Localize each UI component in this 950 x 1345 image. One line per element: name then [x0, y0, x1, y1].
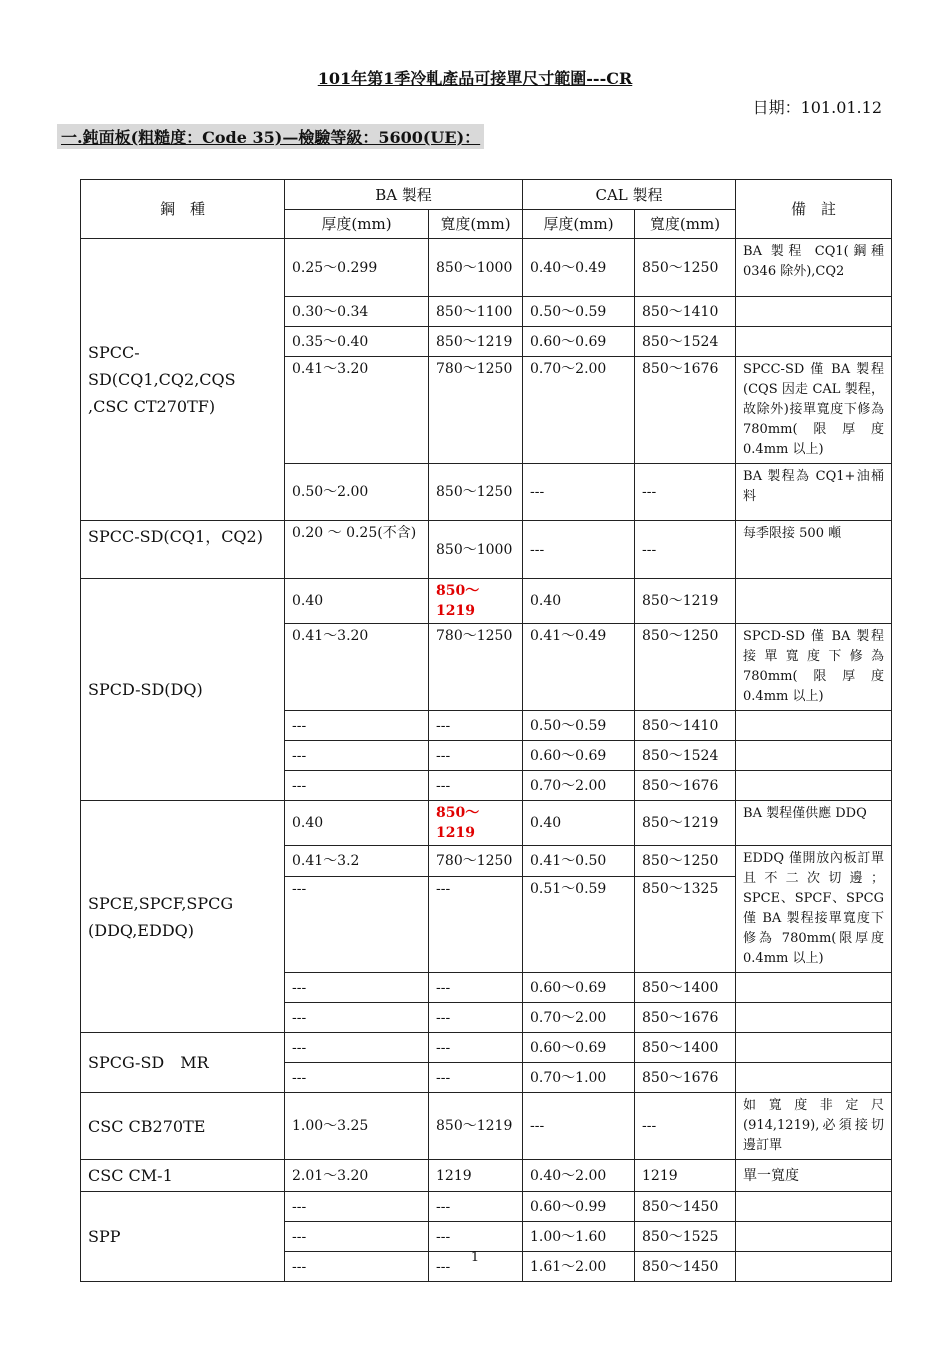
cal-width-cell: 850～1410: [635, 711, 736, 741]
remark-cell: [736, 297, 892, 327]
ba-thickness-cell: ---: [285, 1003, 429, 1033]
ba-width-cell: ---: [429, 1003, 523, 1033]
cal-thickness-cell: 0.50～0.59: [523, 711, 635, 741]
cal-width-cell: 850～1676: [635, 771, 736, 801]
ba-thickness-cell: 0.25～0.299: [285, 239, 429, 297]
cal-thickness-cell: 0.60～0.69: [523, 1033, 635, 1063]
section-heading: 一.鈍面板(粗糙度：Code 35)—檢驗等級：5600(UE)：: [57, 124, 484, 149]
cal-thickness-cell: 0.60～0.69: [523, 327, 635, 357]
ba-thickness-cell: 1.00～3.25: [285, 1093, 429, 1160]
steel-grade-cell: SPCC-SD(CQ1，CQ2): [81, 521, 285, 579]
cal-thickness-cell: 0.40: [523, 801, 635, 846]
remark-cell: [736, 1192, 892, 1222]
ba-width-cell: ---: [429, 711, 523, 741]
ba-thickness-cell: ---: [285, 1063, 429, 1093]
table-row: [81, 1093, 892, 1160]
ba-width-cell: 850～1250: [429, 464, 523, 521]
remark-cell: [736, 711, 892, 741]
table-row: [81, 801, 892, 846]
remark-cell: BA 製程為 CQ1+油桶料: [736, 464, 892, 521]
cal-width-cell: 850～1525: [635, 1222, 736, 1252]
ba-thickness-cell: ---: [285, 711, 429, 741]
remark-cell: 每季限接 500 噸: [736, 521, 892, 579]
ba-width-cell: 850～1000: [429, 521, 523, 579]
cal-thickness-cell: 0.70～2.00: [523, 357, 635, 464]
ba-thickness-cell: ---: [285, 1252, 429, 1282]
cal-thickness-cell: ---: [523, 464, 635, 521]
ba-width-cell-highlight: 850～1219: [429, 579, 523, 624]
ba-width-cell: 850～1000: [429, 239, 523, 297]
ba-thickness-cell: 0.41～3.20: [285, 624, 429, 711]
cal-thickness-cell: ---: [523, 1093, 635, 1160]
cal-width-cell: 850～1676: [635, 1003, 736, 1033]
cal-width-cell: 850～1219: [635, 579, 736, 624]
ba-thickness-cell: ---: [285, 1222, 429, 1252]
header-cal-width: 寬度(mm): [635, 210, 736, 239]
ba-thickness-cell: 0.40: [285, 801, 429, 846]
header-cal-process: CAL 製程: [523, 180, 736, 210]
header-ba-process: BA 製程: [285, 180, 523, 210]
remark-cell: EDDQ 僅開放內板訂單且不二次切邊；SPCE、SPCF、SPCG 僅 BA 製程接單寬度下修為 780mm(限厚度 0.4mm 以上): [736, 846, 892, 973]
ba-width-cell: ---: [429, 1192, 523, 1222]
cal-thickness-cell: 1.61～2.00: [523, 1252, 635, 1282]
remark-cell: [736, 1222, 892, 1252]
ba-width-cell: 780～1250: [429, 624, 523, 711]
ba-thickness-cell: ---: [285, 876, 429, 972]
cal-thickness-cell: ---: [523, 521, 635, 579]
ba-thickness-cell: 0.35～0.40: [285, 327, 429, 357]
cal-thickness-cell: 0.40～2.00: [523, 1160, 635, 1192]
ba-thickness-cell: ---: [285, 771, 429, 801]
ba-width-cell: 850～1219: [429, 1093, 523, 1160]
header-ba-width: 寬度(mm): [429, 210, 523, 239]
cal-thickness-cell: 1.00～1.60: [523, 1222, 635, 1252]
ba-width-cell: 780～1250: [429, 357, 523, 464]
cal-thickness-cell: 0.51～0.59: [523, 876, 635, 972]
steel-grade-cell: SPCC-SD(CQ1,CQ2,CQS ,CSC CT270TF): [81, 239, 285, 521]
cal-width-cell: 850～1250: [635, 846, 736, 877]
table-row: [81, 1033, 892, 1063]
cal-width-cell: 850～1400: [635, 1033, 736, 1063]
ba-thickness-cell: ---: [285, 1192, 429, 1222]
remark-cell: [736, 973, 892, 1003]
document-date: 日期：101.01.12: [752, 98, 882, 117]
table-row: [81, 239, 892, 297]
ba-width-cell: 850～1100: [429, 297, 523, 327]
cal-thickness-cell: 0.60～0.69: [523, 973, 635, 1003]
cal-thickness-cell: 0.70～2.00: [523, 771, 635, 801]
remark-cell: [736, 327, 892, 357]
cal-thickness-cell: 0.50～0.59: [523, 297, 635, 327]
remark-cell: [736, 771, 892, 801]
cal-thickness-cell: 0.41～0.50: [523, 846, 635, 877]
ba-thickness-cell: ---: [285, 973, 429, 1003]
cal-thickness-cell: 0.60～0.69: [523, 741, 635, 771]
cal-width-cell: ---: [635, 521, 736, 579]
remark-cell: [736, 579, 892, 624]
cal-thickness-cell: 0.40～0.49: [523, 239, 635, 297]
header-remarks: 備 註: [736, 180, 892, 239]
remark-cell: SPCC-SD 僅 BA 製程(CQS 因走 CAL 製程，故除外)接單寬度下修為 780mm(限厚度 0.4mm 以上): [736, 357, 892, 464]
cal-width-cell: 850～1524: [635, 327, 736, 357]
size-range-table: [80, 179, 892, 1282]
ba-width-cell: 780～1250: [429, 846, 523, 877]
cal-width-cell: 850～1400: [635, 973, 736, 1003]
cal-width-cell: 850～1410: [635, 297, 736, 327]
cal-thickness-cell: 0.40: [523, 579, 635, 624]
page-number: 1: [470, 1250, 480, 1265]
cal-thickness-cell: 0.60～0.99: [523, 1192, 635, 1222]
ba-width-cell: ---: [429, 876, 523, 972]
cal-width-cell: 850～1250: [635, 239, 736, 297]
steel-grade-cell: SPCE,SPCF,SPCG (DDQ,EDDQ): [81, 801, 285, 1033]
cal-width-cell: 850～1450: [635, 1192, 736, 1222]
ba-thickness-cell: 0.30～0.34: [285, 297, 429, 327]
remark-cell: [736, 1033, 892, 1063]
ba-width-cell-highlight: 850～1219: [429, 801, 523, 846]
cal-width-cell: 850～1250: [635, 624, 736, 711]
remark-cell: 如寬度非定尺(914,1219),必須接切邊訂單: [736, 1093, 892, 1160]
steel-grade-cell: SPCD-SD(DQ): [81, 579, 285, 801]
remark-cell: 單一寬度: [736, 1160, 892, 1192]
steel-grade-cell: SPCG-SD MR: [81, 1033, 285, 1093]
cal-thickness-cell: 0.70～2.00: [523, 1003, 635, 1033]
steel-grade-cell: SPP: [81, 1192, 285, 1282]
remark-cell: [736, 741, 892, 771]
table-row: [81, 521, 892, 579]
ba-thickness-cell: 0.40: [285, 579, 429, 624]
document-title: 101年第1季冷軋產品可接單尺寸範圍---CR: [317, 69, 633, 88]
ba-thickness-cell: 2.01～3.20: [285, 1160, 429, 1192]
table-row: [81, 1160, 892, 1192]
ba-width-cell: ---: [429, 771, 523, 801]
ba-width-cell: ---: [429, 1033, 523, 1063]
cal-width-cell: ---: [635, 1093, 736, 1160]
cal-thickness-cell: 0.70～1.00: [523, 1063, 635, 1093]
table-row: [81, 1192, 892, 1222]
ba-width-cell: ---: [429, 973, 523, 1003]
header-steel: 鋼 種: [81, 180, 285, 239]
cal-width-cell: 850～1676: [635, 357, 736, 464]
remark-cell: BA 製程 CQ1(鋼種 0346 除外),CQ2: [736, 239, 892, 297]
ba-width-cell: ---: [429, 1063, 523, 1093]
cal-thickness-cell: 0.41～0.49: [523, 624, 635, 711]
cal-width-cell: ---: [635, 464, 736, 521]
remark-cell: SPCD-SD 僅 BA 製程接單寬度下修為 780mm(限厚度 0.4mm 以上): [736, 624, 892, 711]
ba-thickness-cell: ---: [285, 1033, 429, 1063]
cal-width-cell: 850～1524: [635, 741, 736, 771]
remark-cell: [736, 1063, 892, 1093]
ba-width-cell: ---: [429, 1222, 523, 1252]
ba-width-cell: ---: [429, 1252, 523, 1282]
steel-grade-cell: CSC CM-1: [81, 1160, 285, 1192]
cal-width-cell: 850～1676: [635, 1063, 736, 1093]
cal-width-cell: 850～1325: [635, 876, 736, 972]
ba-width-cell: ---: [429, 741, 523, 771]
header-ba-thickness: 厚度(mm): [285, 210, 429, 239]
header-cal-thickness: 厚度(mm): [523, 210, 635, 239]
ba-thickness-cell: ---: [285, 741, 429, 771]
table-row: [81, 579, 892, 624]
ba-width-cell: 1219: [429, 1160, 523, 1192]
cal-width-cell: 850～1450: [635, 1252, 736, 1282]
ba-thickness-cell: 0.20 ～ 0.25(不含): [285, 521, 429, 579]
ba-thickness-cell: 0.41～3.20: [285, 357, 429, 464]
remark-cell: [736, 1003, 892, 1033]
cal-width-cell: 1219: [635, 1160, 736, 1192]
steel-grade-cell: CSC CB270TE: [81, 1093, 285, 1160]
ba-thickness-cell: 0.41～3.2: [285, 846, 429, 877]
cal-width-cell: 850～1219: [635, 801, 736, 846]
remark-cell: BA 製程僅供應 DDQ: [736, 801, 892, 846]
ba-thickness-cell: 0.50～2.00: [285, 464, 429, 521]
ba-width-cell: 850～1219: [429, 327, 523, 357]
